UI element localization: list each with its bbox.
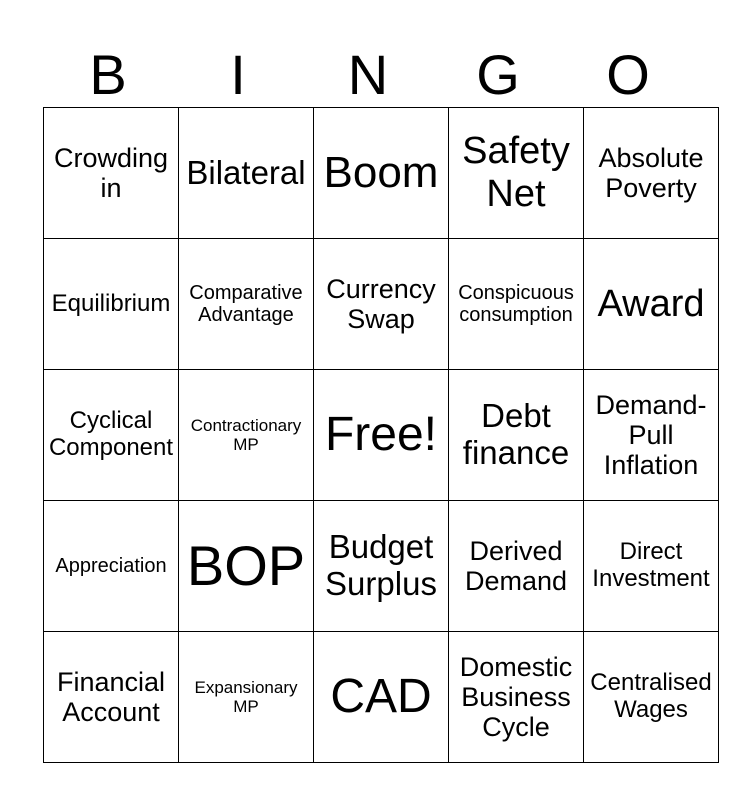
bingo-cell: Expansionary MP: [179, 632, 314, 763]
bingo-cell: Direct Investment: [584, 501, 719, 632]
header-letter-o: O: [606, 43, 650, 106]
header-letter-b: B: [89, 43, 127, 106]
bingo-row: [44, 108, 719, 239]
bingo-cell: Conspicuous consumption: [449, 239, 584, 370]
bingo-header: [43, 44, 693, 106]
bingo-row: [44, 239, 719, 370]
bingo-cell: Appreciation: [44, 501, 179, 632]
bingo-cell: Centralised Wages: [584, 632, 719, 763]
header-letter-n: N: [347, 43, 389, 106]
bingo-cell: Equilibrium: [44, 239, 179, 370]
bingo-cell: Derived Demand: [449, 501, 584, 632]
bingo-row: [44, 370, 719, 501]
bingo-cell: Cyclical Component: [44, 370, 179, 501]
bingo-cell: Safety Net: [449, 108, 584, 239]
header-letter-g: G: [476, 43, 520, 106]
bingo-cell: Budget Surplus: [314, 501, 449, 632]
bingo-cell: Domestic Business Cycle: [449, 632, 584, 763]
bingo-cell: CAD: [314, 632, 449, 763]
bingo-row: [44, 501, 719, 632]
bingo-cell: Financial Account: [44, 632, 179, 763]
bingo-cell: Bilateral: [179, 108, 314, 239]
bingo-cell: Boom: [314, 108, 449, 239]
bingo-card-grid: [43, 107, 719, 763]
bingo-cell: Award: [584, 239, 719, 370]
header-letter-i: I: [230, 43, 246, 106]
bingo-cell: Demand-Pull Inflation: [584, 370, 719, 501]
bingo-cell: Absolute Poverty: [584, 108, 719, 239]
bingo-cell: Debt finance: [449, 370, 584, 501]
bingo-cell free-space: Free!: [314, 370, 449, 501]
bingo-cell: BOP: [179, 501, 314, 632]
bingo-cell: Contractionary MP: [179, 370, 314, 501]
bingo-row: [44, 632, 719, 763]
bingo-cell: Crowding in: [44, 108, 179, 239]
bingo-cell: Currency Swap: [314, 239, 449, 370]
bingo-cell: Comparative Advantage: [179, 239, 314, 370]
